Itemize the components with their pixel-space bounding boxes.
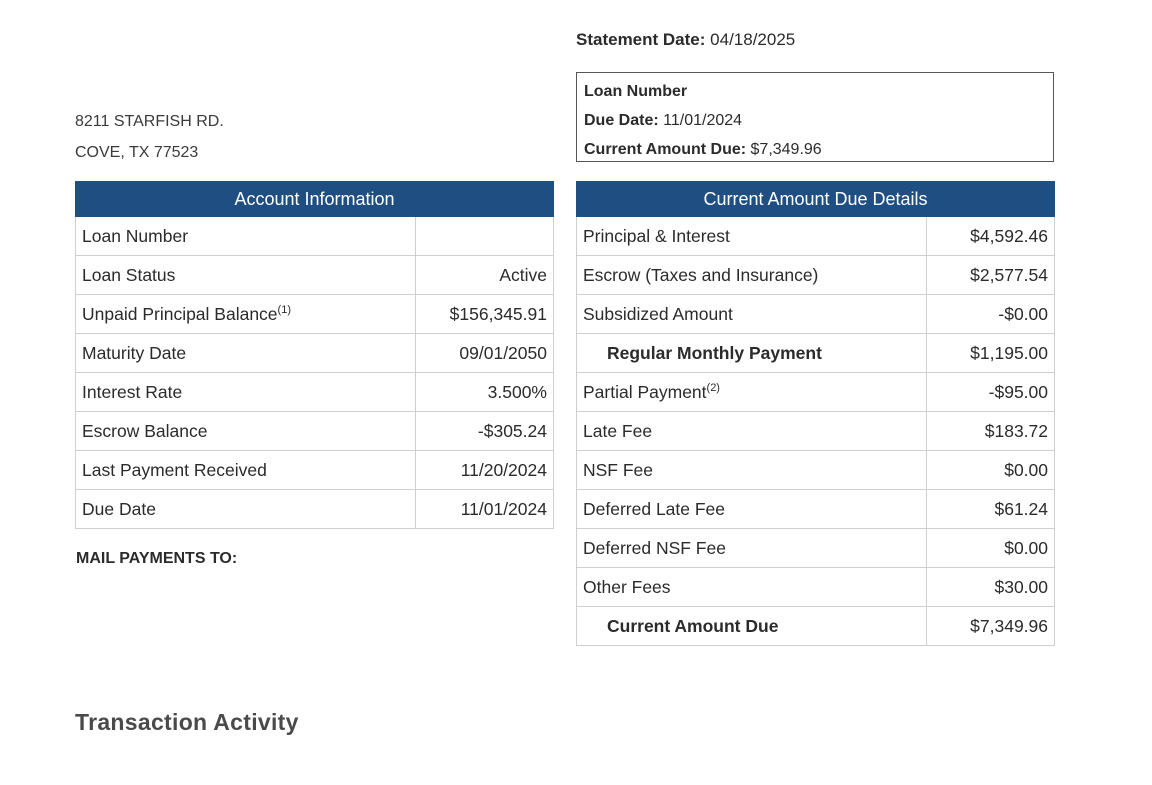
row-value: $0.00 <box>927 451 1055 490</box>
transaction-activity-heading: Transaction Activity <box>75 709 299 735</box>
row-value: $156,345.91 <box>416 295 554 334</box>
row-label <box>76 373 416 412</box>
statement-date <box>576 30 795 50</box>
row-label <box>577 373 927 412</box>
row-label-text: Subsidized Amount <box>583 303 733 324</box>
row-value: 3.500% <box>416 373 554 412</box>
current-amount-due-label: Current Amount Due: <box>584 141 747 158</box>
table-row <box>76 451 554 490</box>
row-label <box>76 217 416 256</box>
row-label-text: Due Date <box>82 498 156 519</box>
address-line-1: 8211 STARFISH RD. <box>75 113 224 130</box>
table-row <box>577 568 1055 607</box>
footnote-marker: (1) <box>277 303 291 316</box>
table-row <box>577 256 1055 295</box>
row-value: -$0.00 <box>927 295 1055 334</box>
row-value: $1,195.00 <box>927 334 1055 373</box>
row-label <box>76 334 416 373</box>
row-label-text: Deferred Late Fee <box>583 498 726 519</box>
row-label-text: Other Fees <box>583 576 671 597</box>
loan-number-label: Loan Number <box>584 83 688 100</box>
row-label-text: Interest Rate <box>82 381 183 402</box>
table-row <box>76 256 554 295</box>
row-label <box>577 529 927 568</box>
row-label <box>577 217 927 256</box>
row-label <box>577 451 927 490</box>
row-label-text: NSF Fee <box>583 459 654 480</box>
row-label <box>76 490 416 529</box>
row-value: 09/01/2050 <box>416 334 554 373</box>
row-label <box>577 295 927 334</box>
row-label <box>577 568 927 607</box>
loan-summary-box <box>576 72 1054 162</box>
row-label-text: Regular Monthly Payment <box>607 342 822 363</box>
row-label-text: Loan Status <box>82 264 176 285</box>
row-value: $4,592.46 <box>927 217 1055 256</box>
table-row <box>577 490 1055 529</box>
row-label-text: Deferred NSF Fee <box>583 537 726 558</box>
table-row <box>76 373 554 412</box>
row-value <box>416 217 554 256</box>
row-label <box>76 256 416 295</box>
current-amount-due-table <box>576 181 1055 646</box>
table-row <box>76 412 554 451</box>
table-row <box>577 295 1055 334</box>
table-row <box>577 529 1055 568</box>
row-value: -$305.24 <box>416 412 554 451</box>
address-line-2: COVE, TX 77523 <box>75 144 199 161</box>
row-value: 11/01/2024 <box>416 490 554 529</box>
table-row <box>577 451 1055 490</box>
table-row <box>577 412 1055 451</box>
row-label-text: Principal & Interest <box>583 225 730 246</box>
row-label-text: Unpaid Principal Balance <box>82 303 278 324</box>
table-row <box>76 490 554 529</box>
row-label-text: Current Amount Due <box>607 615 779 636</box>
row-value: $2,577.54 <box>927 256 1055 295</box>
row-label-text: Maturity Date <box>82 342 187 363</box>
row-label <box>76 412 416 451</box>
row-label-text: Escrow Balance <box>82 420 208 441</box>
row-value: -$95.00 <box>927 373 1055 412</box>
row-value: $0.00 <box>927 529 1055 568</box>
row-value: $61.24 <box>927 490 1055 529</box>
row-label-text: Last Payment Received <box>82 459 267 480</box>
row-label <box>577 256 927 295</box>
row-label-text: Partial Payment <box>583 381 707 402</box>
table-row <box>577 373 1055 412</box>
row-label-text: Loan Number <box>82 225 189 246</box>
row-label <box>577 412 927 451</box>
footnote-marker: (2) <box>706 381 720 394</box>
row-value: $30.00 <box>927 568 1055 607</box>
row-label <box>76 295 416 334</box>
row-value: $7,349.96 <box>927 607 1055 646</box>
row-label <box>76 451 416 490</box>
row-label <box>577 490 927 529</box>
table-row <box>577 607 1055 646</box>
mail-payments-label: MAIL PAYMENTS TO: <box>76 550 238 567</box>
current-amount-due-header: Current Amount Due Details <box>577 182 1055 217</box>
table-row <box>76 217 554 256</box>
current-amount-due-value: $7,349.96 <box>750 141 822 158</box>
account-information-header: Account Information <box>76 182 554 217</box>
account-information-table <box>75 181 554 529</box>
row-label-text: Escrow (Taxes and Insurance) <box>583 264 819 285</box>
row-value: 11/20/2024 <box>416 451 554 490</box>
table-row <box>76 334 554 373</box>
table-row <box>577 334 1055 373</box>
row-value: Active <box>416 256 554 295</box>
table-row <box>76 295 554 334</box>
row-label <box>577 334 927 373</box>
table-row <box>577 217 1055 256</box>
row-value: $183.72 <box>927 412 1055 451</box>
statement-date-value: 04/18/2025 <box>710 30 796 49</box>
mailing-address <box>75 106 224 168</box>
due-date-label: Due Date: <box>584 112 659 129</box>
statement-date-label: Statement Date: <box>576 30 706 49</box>
row-label <box>577 607 927 646</box>
row-label-text: Late Fee <box>583 420 653 441</box>
due-date-value: 11/01/2024 <box>663 112 743 129</box>
